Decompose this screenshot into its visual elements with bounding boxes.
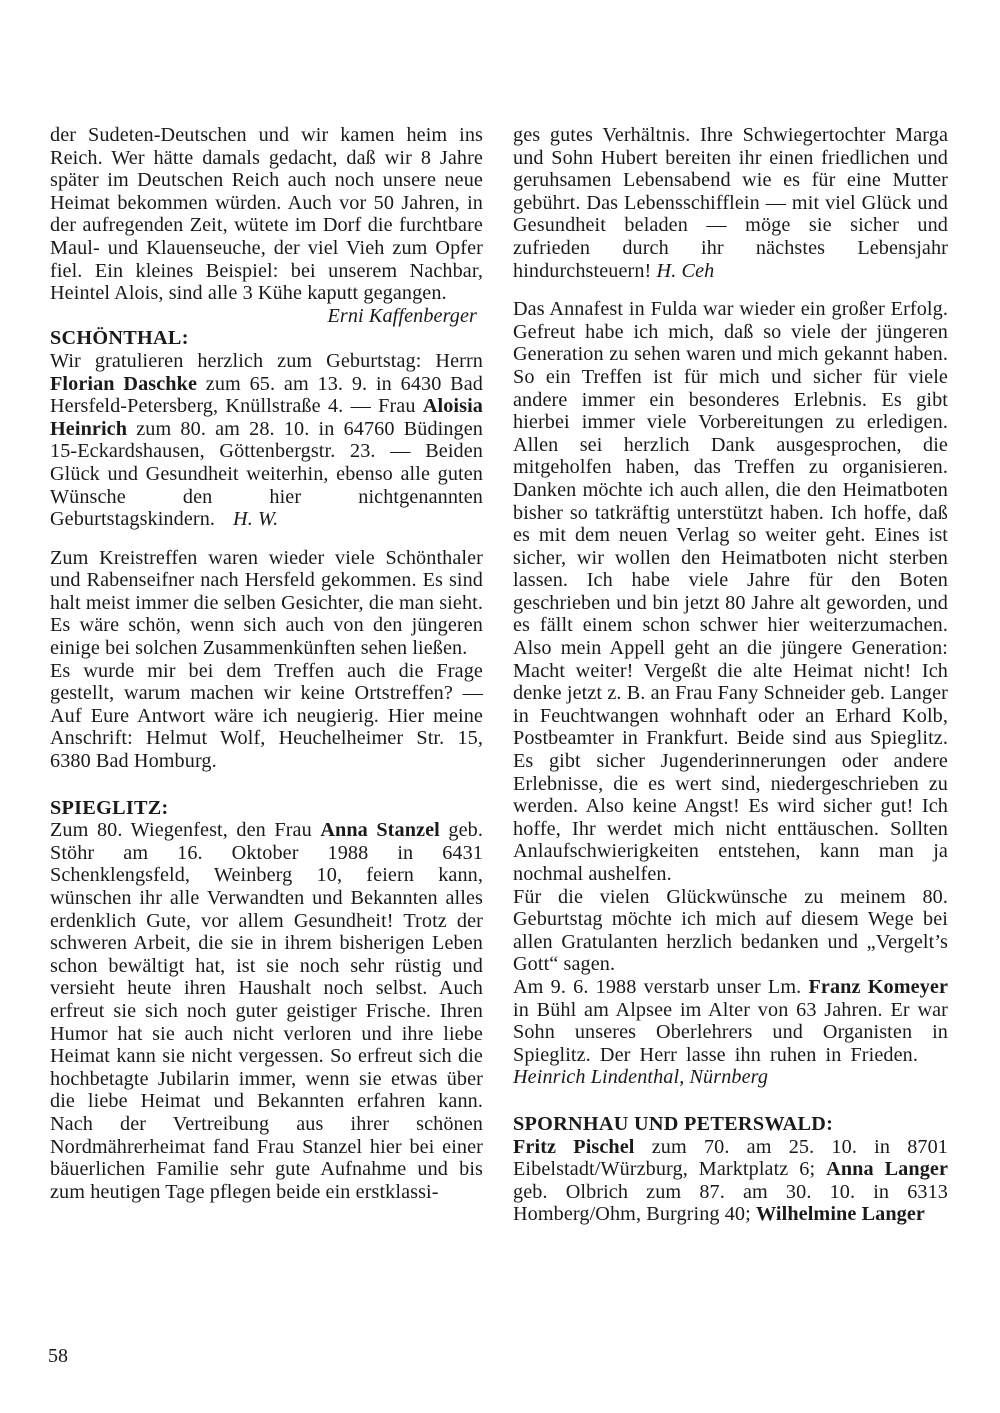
paragraph-anna-stanzel-cont <box>513 124 948 282</box>
paragraph-schoenthal-birthdays <box>50 350 483 531</box>
text-segment: zum 80. am 28. 10. in 64760 Büdingen 15-Eckardshausen, Göttenbergstr. 23. — Beiden Glück und Gesundheit weiterhin, ebenso alle guten Wünsche den hier nichtgenannten Geburtstagskindern. <box>50 417 483 531</box>
text-segment: ges gutes Verhältnis. Ihre Schwiegertochter Marga und Sohn Hubert bereiten ihr einen friedlichen und geruhsamen Lebensabend wie es für eine Mutter gebührt. Das Lebensschifflein — mit viel Glück und Gesundheit beladen — möge sie sicher und zufrieden durch ihr nächstes Lebensjahr hindurchsteuern! <box>513 124 948 282</box>
text-segment: zum 70. am 25. 10. in 8701 Eibelstadt/Würzburg, Marktplatz 6; <box>513 1135 949 1181</box>
paragraph-franz-komeyer <box>513 976 948 1089</box>
page-number: 58 <box>48 1345 68 1367</box>
paragraph-glueckwuensche: Für die vielen Glückwünsche zu meinem 80. Geburtstag möchte ich mich auf diesem Wege bei allen Gratulanten herzlich bedanken und „Vergelt’s Gott“ sagen. <box>513 885 948 976</box>
signature-hw: H. W. <box>233 508 279 531</box>
text-segment: Wir gratulieren herzlich zum Geburtstag: Herrn <box>50 349 483 372</box>
spacer <box>50 531 483 547</box>
spacer <box>513 1089 948 1113</box>
heading-schoenthal: SCHÖNTHAL: <box>50 327 189 350</box>
heading-spieglitz: SPIEGLITZ: <box>50 796 169 819</box>
text-segment: Zum 80. Wiegenfest, den Frau <box>50 819 321 842</box>
paragraph-annafest: Das Annafest in Fulda war wieder ein großer Erfolg. Gefreut habe ich mich, daß so viele der jüngeren Generation zu sehen waren und mich gekannt haben. So ein Treffen ist für mich und sicher für viele andere immer ein besonderes Erlebnis. Es gibt hierbei immer viele Vorbereitungen zu erledigen. Allen sei herzlich Dank ausgesprochen, die mitgeholfen haben, das Treffen zu organisieren. Danken möchte ich auch allen, die den Heimatboten bisher so tatkräftig unterstützt haben. Ich hoffe, daß es mit dem neuen Verlag so weiter geht. Eines ist sicher, wir wollen den Heimatboten nicht sterben lassen. Ich habe viele Jahre für den Boten geschrieben und bin jetzt 80 Jahre alt geworden, und es fällt einem schon schwer hier weiterzumachen. Also mein Appell geht an die jüngere Generation: Macht weiter! Vergeßt die alte Heimat nicht! Ich denke jetzt z. B. an Frau Fany Schneider geb. Langer in Feuchtwangen wohnhaft oder an Erhard Kolb, Postbeamter in Frankfurt. Beide sind aus Spieglitz. Es gibt sicher Jugenderinnerungen oder andere Erlebnisse, die es wert sind, niedergeschrieben zu werden. Also keine Angst! Es wird sicher gut! Ich hoffe, Ihr werdet mich nicht enttäuschen. Sollten Anlaufschwierigkeiten entstehen, kann man ja nochmal aushelfen. <box>513 298 948 885</box>
heading-spornhau-peterswald: SPORNHAU UND PETERSWALD: <box>513 1112 834 1135</box>
text-segment: in Bühl am Alpsee im Alter von 63 Jahren. Er war Sohn unseres Oberlehrers und Organisten in Spieglitz. Der Herr lasse ihn ruhen in Frieden. <box>513 998 948 1066</box>
paragraph-maul-klauenseuche: der Sudeten-Deutschen und wir kamen heim ins Reich. Wer hätte damals gedacht, daß wir 8 Jahre später im Deutschen Reich auch noch unsere neue Heimat bekommen würden. Auch vor 50 Jahren, in der aufregenden Zeit, wütete im Dorf die furchtbare Maul- und Klauenseuche, der viel Vieh zum Opfer fiel. Ein kleines Beispiel: bei unserem Nachbar, Heintel Alois, sind alle 3 Kühe kaputt gegangen. <box>50 124 483 305</box>
name-fritz-pischel: Fritz Pischel <box>513 1135 635 1158</box>
text-segment: geb. Stöhr am 16. Oktober 1988 in 6431 Schenklengsfeld, Weinberg 10, feiern kann, wünschen ihr alle Verwandten und Bekannten alles erdenklich Gute, vor allem Gesundheit! Trotz der schweren Arbeit, die sie in ihrem bisherigen Leben schon bewältigt hat, ist sie noch sehr rüstig und versieht heute ihren Haushalt noch selbst. Auch erfreut sie sich noch guter geistiger Frische. Ihren Humor hat sie auch nicht verloren und ihre liebe Heimat kann sie nicht vergessen. So erfreut sich die hochbetagte Jubilarin immer, wenn sie etwas über die liebe Heimat und Bekannten erfahren kann. Nach der Vertreibung aus ihrer schönen Nordmährerheimat fand Frau Stanzel hier bei einer bäuerlichen Familie sehr gute Aufnahme und bis zum heutigen Tage pflegen beide ein erstklassi- <box>50 819 483 1203</box>
name-anna-langer: Anna Langer <box>826 1158 949 1181</box>
spacer <box>513 282 948 298</box>
name-aloisia-heinrich: Aloisia Heinrich <box>50 395 483 440</box>
paragraph-anna-stanzel <box>50 819 483 1203</box>
signature-erni-kaffenberger: Erni Kaffenberger <box>327 304 477 327</box>
signature-h-ceh: H. Ceh <box>656 259 715 282</box>
name-franz-komeyer: Franz Komeyer <box>808 975 949 998</box>
paragraph-ortstreffen-frage: Es wurde mir bei dem Treffen auch die Frage gestellt, warum machen wir keine Ortstreffen? — Auf Eure Antwort wäre ich neugierig. Hier meine Anschrift: Helmut Wolf, Heuchelheimer Str. 15, 6380 Bad Homburg. <box>50 659 483 773</box>
name-wilhelmine-langer: Wilhelmine Langer <box>755 1203 925 1226</box>
left-column <box>50 124 483 1203</box>
text-segment: geb. Olbrich zum 87. am 30. 10. in 6313 Homberg/Ohm, Burgring 40; <box>513 1180 948 1226</box>
name-anna-stanzel: Anna Stanzel <box>320 819 440 842</box>
spacer <box>50 773 483 797</box>
text-segment: zum 65. am 13. 9. in 6430 Bad Hersfeld-Petersberg, Knüllstraße 4. — Frau <box>50 372 483 418</box>
name-florian-daschke: Florian Daschke <box>50 372 197 395</box>
text-segment: Am 9. 6. 1988 verstarb unser Lm. <box>513 975 809 998</box>
right-column <box>513 124 948 1226</box>
signature-heinrich-lindenthal: Heinrich Lindenthal, Nürnberg <box>513 1066 769 1089</box>
paragraph-kreistreffen: Zum Kreistreffen waren wieder viele Schönthaler und Rabenseifner nach Hersfeld gekommen. Es sind halt meist immer die selben Gesichter, die man sieht. Es wäre schön, wenn sich auch von den jüngeren einige bei solchen Zusammenkünften sehen ließen. <box>50 546 483 660</box>
paragraph-spornhau-birthdays <box>513 1136 948 1226</box>
